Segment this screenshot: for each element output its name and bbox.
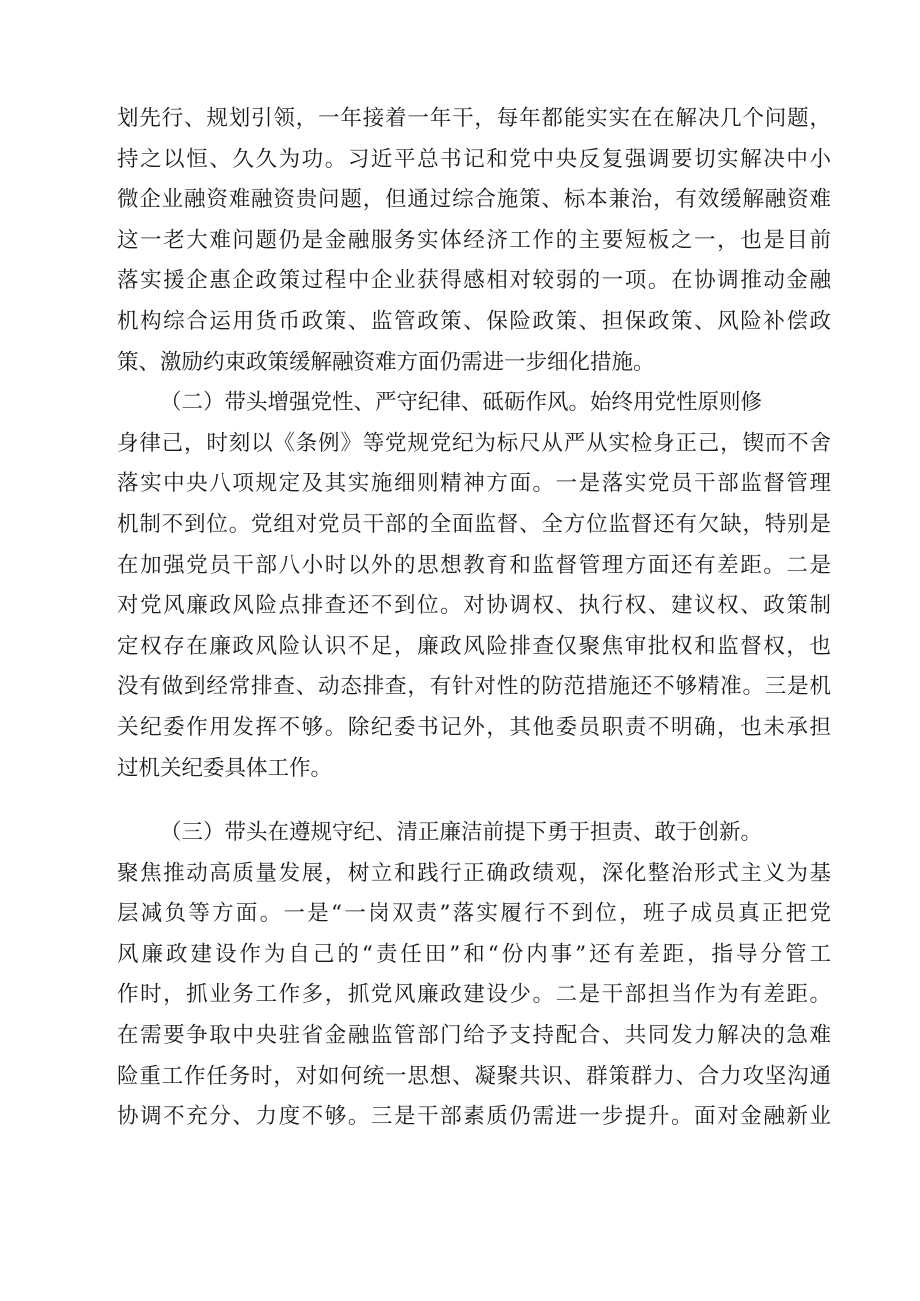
paragraph-gap: [117, 789, 831, 813]
text-line: 层减负等方面。一是“一岗双责”落实履行不到位，班子成员真正把党: [117, 901, 831, 927]
text-line: 持之以恒、久久为功。习近平总书记和党中央反复强调要切实解决中小: [117, 146, 831, 172]
text-line: 协调不充分、力度不够。三是干部素质仍需进一步提升。面对金融新业: [117, 1104, 831, 1130]
paragraph-section-3: [117, 813, 831, 1138]
text-line: 聚焦推动高质量发展，树立和践行正确政绩观，深化整治形式主义为基: [117, 860, 831, 886]
text-line: 落实援企惠企政策过程中企业获得感相对较弱的一项。在协调推动金融: [117, 268, 831, 294]
text-line: 对党风廉政风险点排查还不到位。对协调权、执行权、建议权、政策制: [117, 593, 831, 619]
text-line: 这一老大难问题仍是金融服务实体经济工作的主要短板之一，也是目前: [117, 227, 831, 253]
body-text: [117, 99, 831, 1138]
text-line: 策、激励约束政策缓解融资难方面仍需进一步细化措施。: [117, 349, 655, 375]
text-line: 风廉政建设作为自己的“责任田”和“份内事”还有差距，指导分管工: [117, 941, 831, 967]
text-line: 关纪委作用发挥不够。除纪委书记外，其他委员职责不明确，也未承担: [117, 714, 831, 740]
text-line: 落实中央八项规定及其实施细则精神方面。一是落实党员干部监督管理: [117, 471, 831, 497]
paragraph-continuation: [117, 99, 831, 383]
text-line: 在加强党员干部八小时以外的思想教育和监督管理方面还有差距。二是: [117, 552, 831, 578]
text-line: 微企业融资难融资贵问题，但通过综合施策、标本兼治，有效缓解融资难: [117, 187, 831, 213]
text-line: 作时，抓业务工作多，抓党风廉政建设少。二是干部担当作为有差距。: [117, 982, 831, 1008]
text-line: 没有做到经常排查、动态排查，有针对性的防范措施还不够精准。三是机: [117, 674, 831, 700]
text-line: 机制不到位。党组对党员干部的全面监督、全方位监督还有欠缺，特别是: [117, 511, 831, 537]
text-line: 险重工作任务时，对如何统一思想、凝聚共识、群策群力、合力攻坚沟通: [117, 1063, 831, 1089]
text-line: 在需要争取中央驻省金融监管部门给予支持配合、共同发力解决的急难: [117, 1023, 831, 1049]
paragraph-section-2: [117, 383, 831, 789]
text-line: 身律己，时刻以《条例》等党规党纪为标尺从严从实检身正己，锲而不舍: [117, 430, 831, 456]
text-line: 机构综合运用货币政策、监管政策、保险政策、担保政策、风险补偿政: [117, 308, 831, 334]
text-line: 划先行、规划引领，一年接着一年干，每年都能实实在在解决几个问题，: [117, 106, 831, 131]
text-line: 过机关纪委具体工作。: [117, 755, 333, 781]
text-line: 定权存在廉政风险认识不足，廉政风险排查仅聚焦审批权和监督权，也: [117, 633, 831, 659]
section-heading-line: （二）带头增强党性、严守纪律、砥砺作风。始终用党性原则修: [160, 390, 763, 416]
section-heading-line: （三）带头在遵规守纪、清正廉洁前提下勇于担责、敢于创新。: [160, 820, 763, 846]
